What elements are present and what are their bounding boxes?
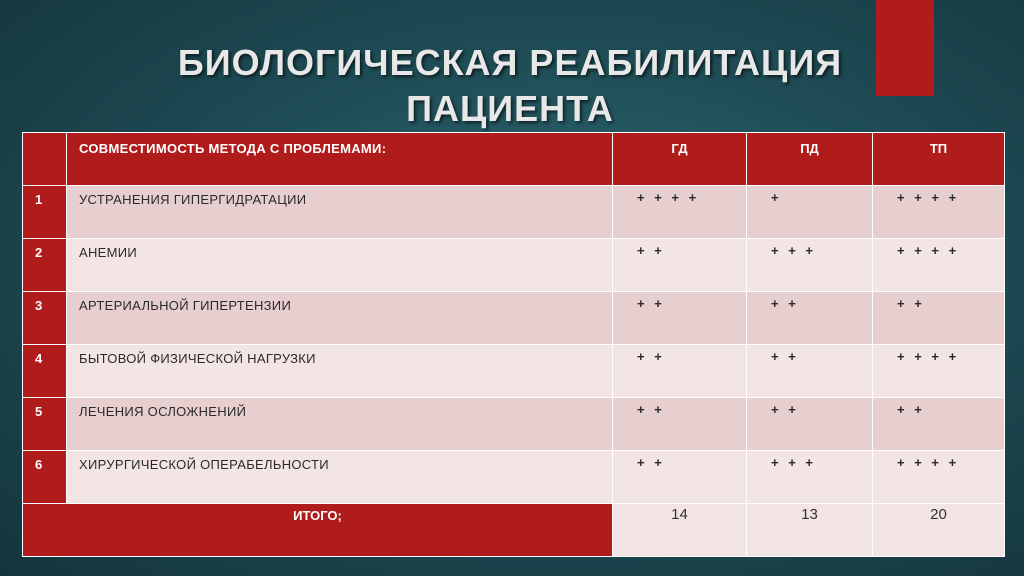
row-label-cell — [67, 398, 613, 451]
row-tp-cell — [873, 451, 1005, 504]
row-num: 1 — [35, 192, 43, 207]
title-line-1: БИОЛОГИЧЕСКАЯ РЕАБИЛИТАЦИЯ — [177, 42, 843, 83]
row-pd-cell — [747, 345, 873, 398]
row-num: 6 — [35, 457, 43, 472]
row-pd-cell — [747, 292, 873, 345]
row-pd-value: + + + — [771, 243, 816, 258]
table-row — [23, 292, 1005, 345]
row-tp-cell — [873, 292, 1005, 345]
row-gd-cell — [613, 239, 747, 292]
row-gd-cell — [613, 451, 747, 504]
row-label: АНЕМИИ — [79, 245, 138, 260]
header-gd-label: ГД — [671, 141, 688, 156]
row-tp-cell — [873, 186, 1005, 239]
row-num: 3 — [35, 298, 43, 313]
row-pd-value: + — [771, 190, 782, 205]
row-label-cell — [67, 186, 613, 239]
total-row — [23, 504, 1005, 557]
row-tp-value: + + + + — [897, 349, 960, 364]
row-label-cell — [67, 239, 613, 292]
table-row — [23, 239, 1005, 292]
header-gd-cell — [613, 133, 747, 186]
total-tp-cell — [873, 504, 1005, 557]
row-pd-value: + + + — [771, 455, 816, 470]
row-num-cell — [23, 398, 67, 451]
row-label-cell — [67, 451, 613, 504]
table-row — [23, 186, 1005, 239]
row-gd-value: + + — [637, 455, 665, 470]
row-gd-value: + + — [637, 402, 665, 417]
table-row — [23, 345, 1005, 398]
row-label: АРТЕРИАЛЬНОЙ ГИПЕРТЕНЗИИ — [79, 298, 292, 313]
row-tp-cell — [873, 345, 1005, 398]
total-tp-value: 20 — [930, 506, 947, 523]
row-pd-cell — [747, 398, 873, 451]
row-gd-value: + + — [637, 243, 665, 258]
row-label: ХИРУРГИЧЕСКОЙ ОПЕРАБЕЛЬНОСТИ — [79, 457, 329, 472]
row-tp-cell — [873, 239, 1005, 292]
row-num: 4 — [35, 351, 43, 366]
row-num: 5 — [35, 404, 43, 419]
row-label-cell — [67, 292, 613, 345]
compatibility-table — [22, 132, 1004, 562]
row-num-cell — [23, 239, 67, 292]
total-label: ИТОГО; — [293, 508, 342, 523]
row-gd-value: + + — [637, 349, 665, 364]
table-row — [23, 398, 1005, 451]
header-pd-cell — [747, 133, 873, 186]
row-tp-value: + + + + — [897, 190, 960, 205]
row-num-cell — [23, 345, 67, 398]
row-pd-cell — [747, 186, 873, 239]
total-pd-cell — [747, 504, 873, 557]
total-gd-value: 14 — [671, 506, 688, 523]
total-gd-cell — [613, 504, 747, 557]
header-method-label: СОВМЕСТИМОСТЬ МЕТОДА С ПРОБЛЕМАМИ: — [79, 141, 387, 156]
row-gd-cell — [613, 186, 747, 239]
row-tp-value: + + — [897, 296, 925, 311]
row-gd-cell — [613, 292, 747, 345]
total-pd-value: 13 — [801, 506, 818, 523]
row-gd-value: + + + + — [637, 190, 700, 205]
row-pd-value: + + — [771, 402, 799, 417]
row-tp-value: + + + + — [897, 243, 960, 258]
title-line-2: ПАЦИЕНТА — [406, 88, 614, 129]
row-label: ЛЕЧЕНИЯ ОСЛОЖНЕНИЙ — [79, 404, 247, 419]
row-gd-cell — [613, 345, 747, 398]
row-label: БЫТОВОЙ ФИЗИЧЕСКОЙ НАГРУЗКИ — [79, 351, 316, 366]
header-num-cell — [23, 133, 67, 186]
table-header-row — [23, 133, 1005, 186]
row-tp-value: + + — [897, 402, 925, 417]
row-pd-value: + + — [771, 349, 799, 364]
table-row — [23, 451, 1005, 504]
row-gd-value: + + — [637, 296, 665, 311]
header-method-cell — [67, 133, 613, 186]
total-label-cell — [23, 504, 613, 557]
header-pd-label: ПД — [800, 141, 819, 156]
row-pd-cell — [747, 451, 873, 504]
row-num-cell — [23, 292, 67, 345]
row-num-cell — [23, 451, 67, 504]
row-tp-cell — [873, 398, 1005, 451]
row-tp-value: + + + + — [897, 455, 960, 470]
header-tp-cell — [873, 133, 1005, 186]
header-tp-label: ТП — [929, 141, 948, 156]
row-pd-value: + + — [771, 296, 799, 311]
row-label-cell — [67, 345, 613, 398]
slide-title — [100, 40, 920, 132]
row-gd-cell — [613, 398, 747, 451]
row-pd-cell — [747, 239, 873, 292]
row-num: 2 — [35, 245, 43, 260]
row-num-cell — [23, 186, 67, 239]
row-label: УСТРАНЕНИЯ ГИПЕРГИДРАТАЦИИ — [79, 192, 307, 207]
